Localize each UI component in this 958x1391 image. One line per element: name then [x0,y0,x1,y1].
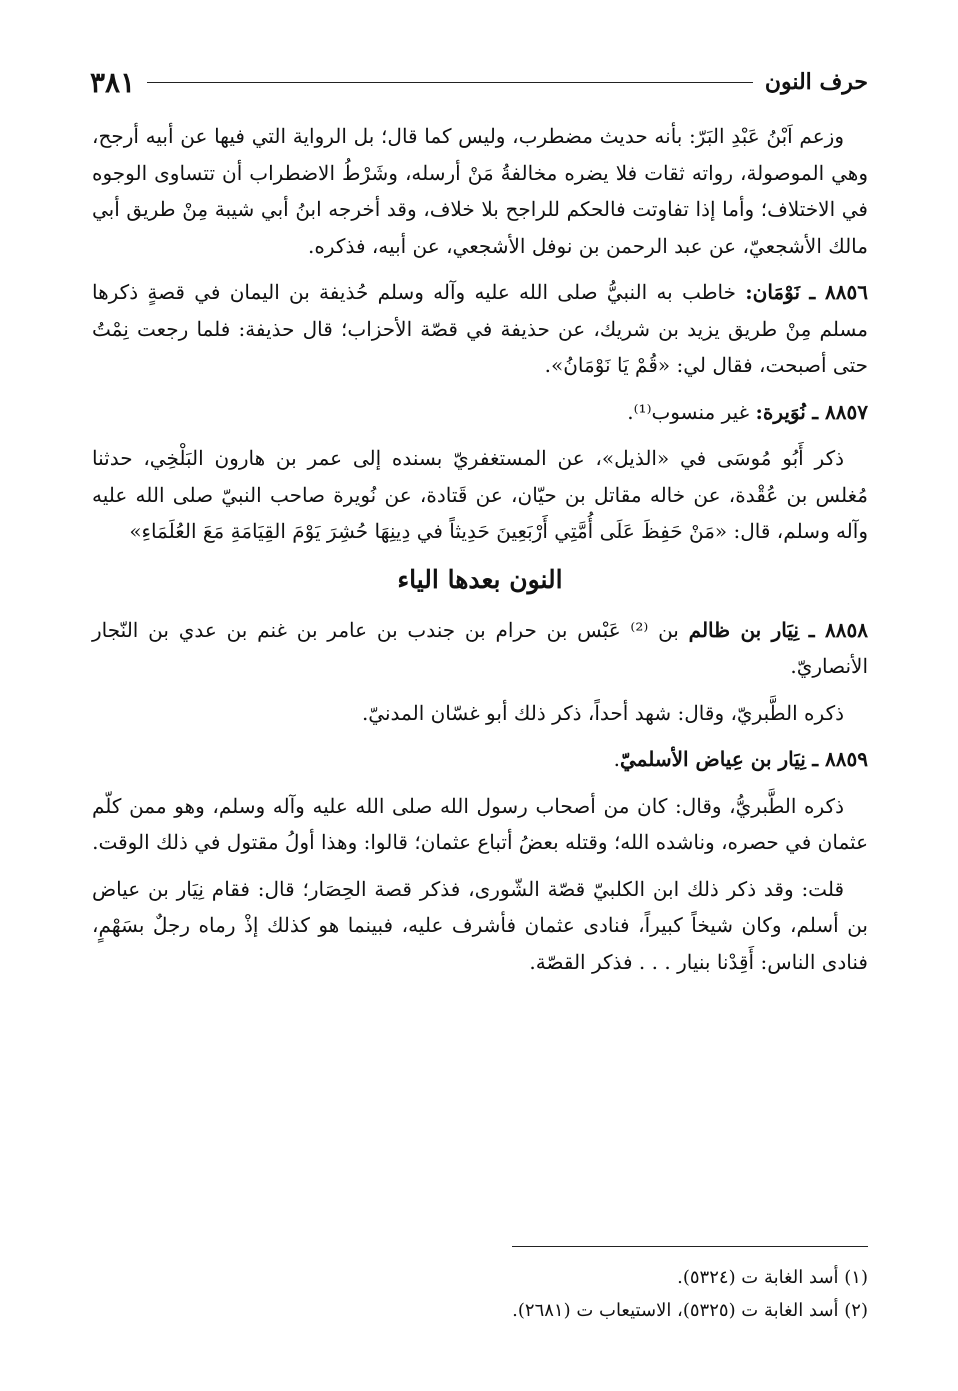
entry-8857 [92,394,868,431]
running-title: حرف النون [764,69,868,95]
entry-name: نَوْمَان: [745,280,801,304]
entry-text: بن ⁽²⁾ عَبْس بن حرام بن جندب بن عامر بن غنم بن عدي بن النّجار الأنصاريّ. [92,617,868,678]
entry-name: نُوَيرة: [755,399,806,424]
footnote-rule [512,1246,868,1247]
entry-8858 [92,612,868,685]
entry-number: ٨٨٥٨ ـ [808,617,868,642]
entry-number: ٨٨٥٧ ـ [812,399,868,424]
section-heading: النون بعدها الياء [397,564,563,594]
page-header [90,62,868,102]
entry-text: غير منسوب⁽¹⁾. [627,399,756,424]
entry-text: خاطب به النبيُّ صلى الله عليه وآله وسلم حُذيفة بن اليمان في قصةٍ ذكرها مسلم مِنْ طريق يزيد بن شريك، عن حذيفة في قصّة الأحزاب؛ قال حذيفة: فلما رجعت نِمْتُ حتى أصبحت، فقال لي: «قُمْ يَا نَوْمَانُ». [92,280,868,377]
entry-number: ٨٨٥٩ ـ [812,747,868,771]
header-rule [147,82,753,83]
entry-name: نِيَار بن ظالم [688,617,799,642]
paragraph-ibn-abd-albarr: وزعم اَبْنُ عَبْدِ البَرّ: بأنه حديث مضطرب، وليس كما قال؛ بل الرواية التي فيها عن أبيه أرجح، وهي الموصولة، رواته ثقات فلا يضره مخالفةُ مَنْ أرسله، وشَرْطُ الاضطراب أن تتساوى الوجوه في الاختلاف؛ وأما إذا تفاوتت فالحكم للراجح بلا خلاف، وقد أخرجه ابنُ أبي شيبة مِنْ طريق أبي مالك الأشجعيّ، عن عبد الرحمن بن نوفل الأشجعي، عن أبيه، فذكره. [92,124,868,258]
entry-8859 [92,741,868,778]
entry-8856 [92,274,868,384]
footnotes [92,1246,868,1327]
paragraph-tabari-uthman: ذكره الطَّبريُّ، وقال: كان من أصحاب رسول الله صلى الله عليه وآله وسلم، وهو ممن كلّم عثمان في حصره، وناشده الله؛ وقتله بعضُ أتباع عثمان؛ قالوا: وهذا أولُ مقتول في ذلك الوقت. [92,793,868,854]
paragraph-nuwayra-hadith: ذكر أَبُو مُوسَى في «الذيل»، عن المستغفريّ بسنده إلى عمر بن هارون البَلْخِي، حدثنا مُغلس بن عُقْدة، عن خاله مقاتل بن حيّان، عن قَتادة، عن نُويرة صاحب النبيّ صلى الله عليه وآله وسلم، قال: «مَنْ حَفِظَ عَلَى أُمَّتِي أَرْبَعِينَ حَدِيثاً في دِينِهَا حُشِرَ يَوْمَ القِيَامَةِ مَعَ العُلَمَاءِ» [92,446,868,543]
entry-text: . [613,747,620,771]
entry-number: ٨٨٥٦ ـ [809,280,868,304]
paragraph-tabari-uhud: ذكره الطَّبريّ، وقال: شهد أحداً، ذكر ذلك أبو غسّان المدنيّ. [361,700,844,725]
footnote-2: (٢) أسد الغابة ت (٥٣٢٥)، الاستيعاب ت (٢٦٨١). [512,1300,868,1321]
main-text [92,118,868,990]
footnote-1: (١) أسد الغابة ت (٥٣٢٤). [677,1267,868,1288]
entry-name: نِيَار بن عِياض الأسلميّ [619,747,806,771]
page-number: ٣٨١ [90,65,136,99]
paragraph-qultu: قلت: وقد ذكر ذلك ابن الكلبيّ قصّة الشّورى، فذكر قصة الحِصَار؛ قال: فقام نِيَار بن عياض بن أسلم، وكان شيخاً كبيراً، فنادى عثمان فأشرف عليه، فبينما هو كذلك إذْ رماه رجلٌ بسَهْمٍ، فنادى الناس: أَقِدْنا بنيار . . . فذكر القصّة. [92,876,868,974]
